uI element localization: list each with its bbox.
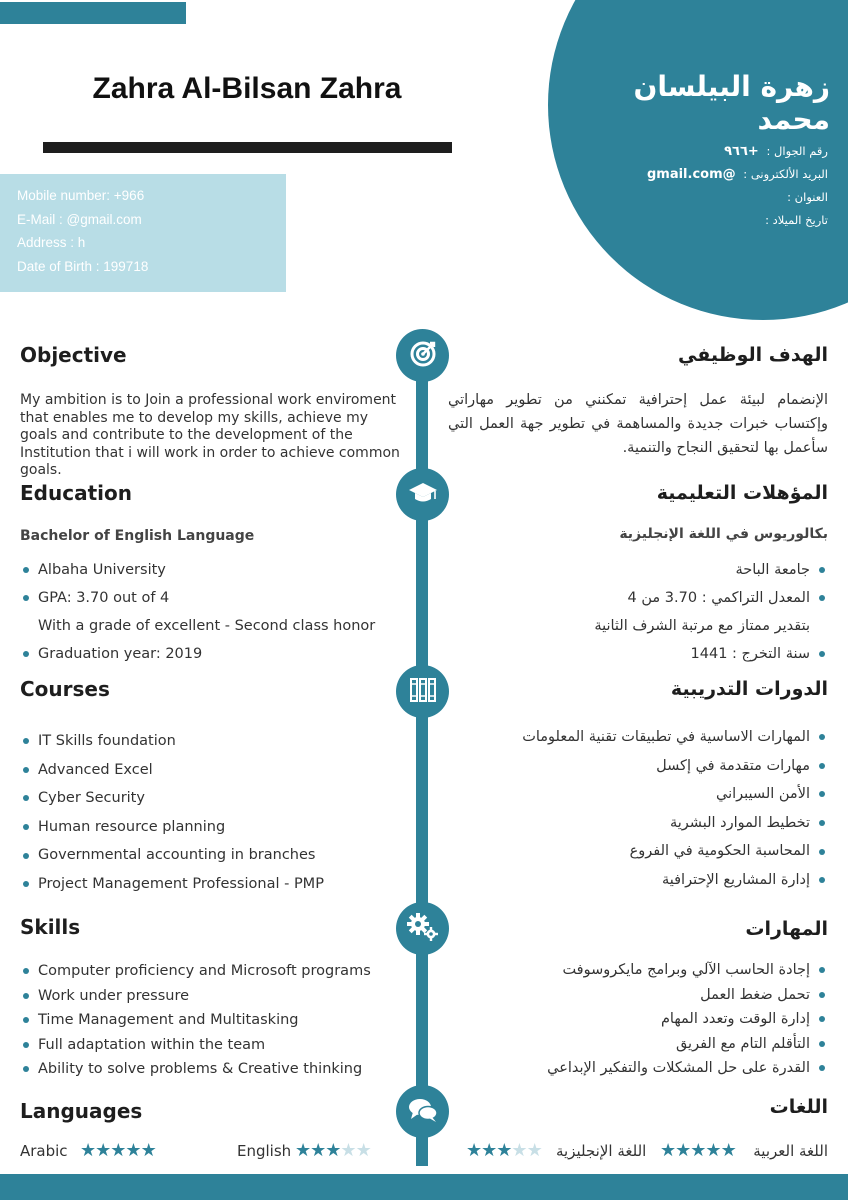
list-item: التأقلم التام مع الفريق	[438, 1032, 828, 1057]
list-item: مهارات متقدمة في إكسل	[438, 752, 828, 781]
list-item: الأمن السيبراني	[438, 780, 828, 809]
star-filled-icon: ★	[310, 1140, 326, 1161]
list-item: Time Management and Multitasking	[20, 1008, 410, 1033]
skills-list-ar	[438, 958, 828, 1081]
language-arabic-ar: اللغة العربية	[753, 1142, 828, 1160]
list-item: Advanced Excel	[20, 756, 410, 785]
contact-arabic	[600, 142, 828, 234]
star-filled-icon: ★	[80, 1140, 96, 1161]
list-item: المعدل التراكمي : 3.70 من 4	[438, 584, 828, 612]
star-empty-icon: ★	[526, 1140, 542, 1161]
education-heading-en: Education	[20, 481, 132, 505]
target-icon	[408, 339, 438, 373]
name-english: Zahra Al-Bilsan Zahra	[92, 72, 402, 105]
education-heading-ar: المؤهلات التعليمية	[656, 482, 828, 504]
courses-heading-en: Courses	[20, 677, 110, 701]
language-english-ar: اللغة الإنجليزية	[556, 1142, 647, 1160]
graduation-cap-icon	[408, 480, 438, 510]
education-list-ar	[438, 556, 828, 668]
list-item: Full adaptation within the team	[20, 1033, 410, 1058]
list-item: بتقدير ممتاز مع مرتبة الشرف الثانية	[594, 618, 810, 634]
list-item: المحاسبة الحكومية في الفروع	[438, 837, 828, 866]
languages-heading-ar: اللغات	[769, 1096, 828, 1118]
contact-ar-mobile-label: رقم الجوال :	[766, 144, 828, 158]
star-filled-icon: ★	[481, 1140, 497, 1161]
english-stars-en	[295, 1140, 371, 1161]
contact-address: Address : h	[17, 235, 86, 250]
list-item: GPA: 3.70 out of 4	[20, 584, 410, 612]
objective-text-ar: الإنضمام لبيئة عمل إحترافية تمكنني من تطوير مهاراتي وإكتساب خبرات جديدة والمساهمة في تطوير جهة العمل التي سأعمل بها لتحقيق النجاح والتنمية.	[448, 392, 828, 456]
list-item: المهارات الاساسية في تطبيقات تقنية المعلومات	[438, 723, 828, 752]
chat-bubbles-icon	[407, 1096, 439, 1128]
objective-node	[396, 329, 449, 382]
list-item: تخطيط الموارد البشرية	[438, 809, 828, 838]
language-arabic-en: Arabic	[20, 1142, 68, 1160]
name-arabic: زهرة البيلسان محمد	[633, 70, 830, 136]
list-item: إجادة الحاسب الآلي وبرامج مايكروسوفت	[438, 958, 828, 983]
contact-dob: Date of Birth : 199718	[17, 258, 149, 274]
star-filled-icon: ★	[466, 1140, 482, 1161]
courses-heading-ar: الدورات التدريبية	[670, 678, 828, 700]
star-empty-icon: ★	[355, 1140, 371, 1161]
star-filled-icon: ★	[675, 1140, 691, 1161]
list-item: سنة التخرج : 1441	[438, 640, 828, 668]
star-filled-icon: ★	[496, 1140, 512, 1161]
arabic-stars-ar	[660, 1140, 736, 1161]
star-filled-icon: ★	[720, 1140, 736, 1161]
education-degree-ar: بكالوريوس في اللغة الإنجليزية	[619, 526, 828, 542]
contact-ar-email-value: @gmail.com	[646, 167, 736, 182]
contact-ar-address-label: العنوان :	[787, 190, 828, 204]
contact-mobile: Mobile number: +966	[17, 188, 145, 203]
list-item: Computer proficiency and Microsoft programs	[20, 959, 410, 984]
list-item: Albaha University	[20, 556, 410, 584]
list-item: Cyber Security	[20, 784, 410, 813]
list-item: Graduation year: 2019	[20, 640, 410, 668]
list-item: جامعة الباحة	[438, 556, 828, 584]
skills-list-en	[20, 959, 410, 1082]
star-filled-icon: ★	[325, 1140, 341, 1161]
contact-ar-email-label: البريد الألكترونى :	[743, 167, 828, 181]
list-item: تحمل ضغط العمل	[438, 983, 828, 1008]
list-item: إدارة الوقت وتعدد المهام	[438, 1007, 828, 1032]
courses-node	[396, 665, 449, 718]
star-empty-icon: ★	[340, 1140, 356, 1161]
objective-text-en: My ambition is to Join a professional work enviroment that enables me to develop my skills, achieve my goals and contribute to the development of the Institution that i will work in order to achieve common goals.	[20, 392, 400, 478]
skills-heading-ar: المهارات	[745, 918, 828, 940]
star-filled-icon: ★	[660, 1140, 676, 1161]
languages-node	[396, 1085, 449, 1138]
bottom-accent-bar	[0, 1174, 848, 1200]
contact-ar-mobile-value: +٩٦٦	[724, 144, 759, 159]
list-item: القدرة على حل المشكلات والتفكير الإبداعي	[438, 1056, 828, 1081]
list-item: With a grade of excellent - Second class honor	[38, 618, 376, 634]
star-filled-icon: ★	[95, 1140, 111, 1161]
contact-email: E-Mail : @gmail.com	[17, 211, 142, 227]
star-filled-icon: ★	[125, 1140, 141, 1161]
contact-ar-dob-label: تاريخ الميلاد :	[765, 213, 828, 227]
objective-heading-ar: الهدف الوظيفي	[678, 344, 828, 366]
star-filled-icon: ★	[295, 1140, 311, 1161]
gears-icon	[406, 912, 440, 946]
list-item: Project Management Professional - PMP	[20, 870, 410, 899]
contact-box-english	[0, 174, 286, 292]
books-icon	[409, 677, 437, 707]
arabic-stars-en	[80, 1140, 156, 1161]
education-degree-en: Bachelor of English Language	[20, 528, 255, 544]
skills-heading-en: Skills	[20, 915, 81, 939]
english-stars-ar	[466, 1140, 542, 1161]
star-filled-icon: ★	[705, 1140, 721, 1161]
star-filled-icon: ★	[690, 1140, 706, 1161]
language-english-en: English	[237, 1142, 292, 1160]
list-item: إدارة المشاريع الإحترافية	[438, 866, 828, 895]
languages-heading-en: Languages	[20, 1099, 143, 1123]
star-empty-icon: ★	[511, 1140, 527, 1161]
list-item: Governmental accounting in branches	[20, 841, 410, 870]
star-filled-icon: ★	[110, 1140, 126, 1161]
courses-list-en	[20, 727, 410, 899]
skills-node	[396, 902, 449, 955]
education-list-en	[20, 556, 410, 668]
name-underline-bar	[43, 142, 452, 153]
list-item: Human resource planning	[20, 813, 410, 842]
top-accent-bar	[0, 2, 186, 24]
list-item: Ability to solve problems & Creative thinking	[20, 1057, 410, 1082]
star-filled-icon: ★	[140, 1140, 156, 1161]
list-item: IT Skills foundation	[20, 727, 410, 756]
objective-heading-en: Objective	[20, 343, 127, 367]
list-item: Work under pressure	[20, 984, 410, 1009]
courses-list-ar	[438, 723, 828, 895]
